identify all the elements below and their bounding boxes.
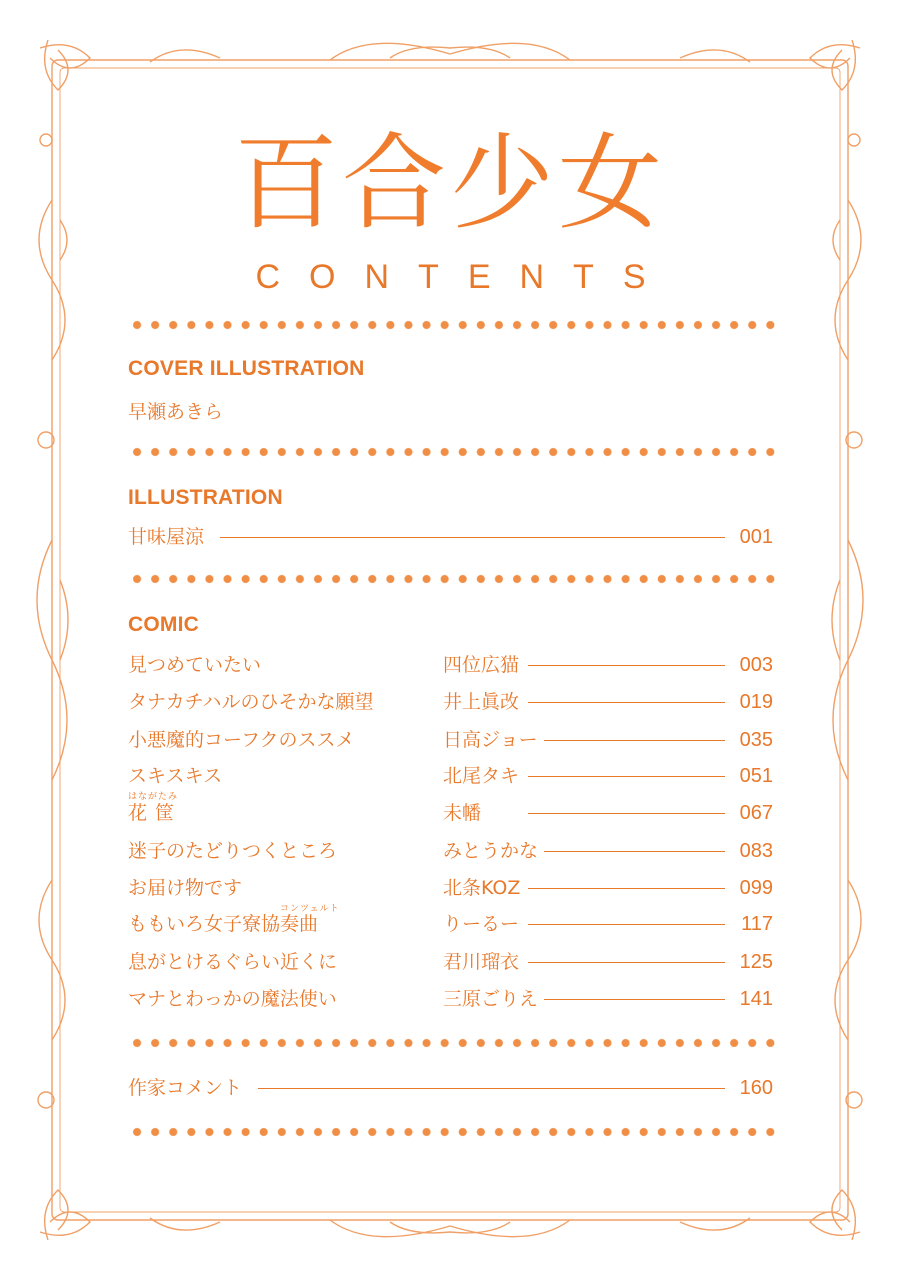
page-number: 141 [739,988,773,1010]
toc-entry[interactable] [128,762,773,790]
leader-line [528,776,725,777]
leader-line [528,702,725,703]
illustration-artist: 甘味屋涼 [128,526,205,548]
comic-title: 小悪魔的コーフクのススメ [128,729,355,751]
toc-entry[interactable] [128,688,773,716]
comic-title: タナカチハルのひそかな願望 [128,691,374,713]
leader-line [528,924,725,925]
page-number: 117 [741,913,773,935]
section-heading-illustration: ILLUSTRATION [128,486,283,509]
leader-line [528,888,725,889]
dotted-divider [128,319,778,331]
comic-title: マナとわっかの魔法使い [128,988,337,1010]
furigana: はながたみ [128,792,179,802]
page-number: 083 [739,840,773,862]
page-number: 099 [739,877,773,899]
leader-line [528,999,725,1000]
comic-title: 見つめていたい [128,654,262,676]
page-number: 019 [739,691,773,713]
comic-author: りーるー [443,910,525,938]
comic-author: 四位広猫 [443,651,525,679]
dotted-divider [128,1037,778,1049]
toc-entry[interactable] [128,837,773,865]
page-title: 百合少女 [233,122,666,244]
toc-entry[interactable] [128,523,773,551]
comic-title: 息がとけるぐらい近くに [128,951,338,973]
leader-line [528,851,725,852]
comic-author: 北条KOZ [443,874,526,902]
toc-entry[interactable] [128,651,773,679]
leader-line [528,740,725,741]
page-number: 035 [739,729,773,751]
leader-line [528,813,725,814]
dotted-divider [128,446,778,458]
toc-entry[interactable] [128,985,773,1013]
comic-author: みとうかな [443,837,544,865]
page-number: 003 [739,654,773,676]
dotted-divider [128,1126,778,1138]
leader-line [258,1088,725,1089]
comic-author: 君川瑠衣 [443,948,525,976]
comments-label: 作家コメント [128,1077,243,1099]
comic-title: ももいろ女子寮協奏曲 [128,913,319,935]
leader-line [528,665,725,666]
toc-entry[interactable] [128,948,773,976]
cover-artist: 早瀬あきら [128,401,224,423]
page-number: 160 [739,1077,773,1099]
page-number: 051 [739,765,773,787]
section-heading-comic: COMIC [128,613,199,636]
comic-title: スキスキス [128,765,223,787]
page-number: 125 [739,951,773,973]
comic-title: 迷子のたどりつくところ [128,840,338,862]
dotted-divider [128,573,778,585]
furigana: コンツェルト [280,904,340,914]
toc-entry[interactable] [128,874,773,902]
comic-author: 井上眞改 [443,688,525,716]
toc-entry[interactable] [128,1074,773,1102]
toc-entry[interactable] [128,910,773,938]
page-number: 067 [739,802,773,824]
comic-author: 日高ジョー [443,726,544,754]
page-subtitle: CONTENTS [255,258,675,296]
page-number: 001 [739,526,773,548]
toc-entry[interactable] [128,726,773,754]
leader-line [220,537,725,538]
toc-entry[interactable] [128,799,773,827]
comic-author: 三原ごりえ [443,985,544,1013]
leader-line [528,962,725,963]
comic-author: 未幡 [443,799,487,827]
comic-author: 北尾タキ [443,762,525,790]
comic-title: お届け物です [128,877,243,899]
section-heading-cover: COVER ILLUSTRATION [128,357,365,380]
comic-title: 花筐 [128,802,183,824]
